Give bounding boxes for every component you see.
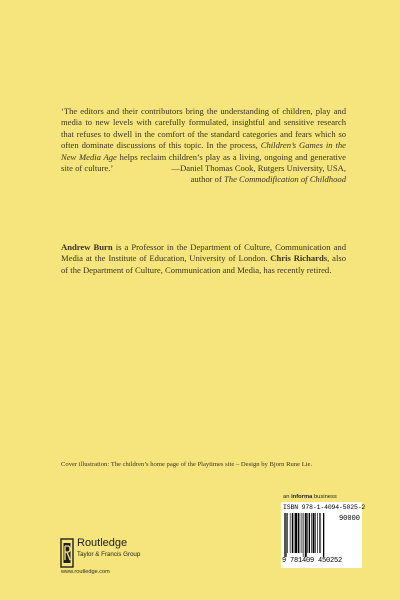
informa-suffix: business	[312, 494, 337, 500]
informa-business-label	[283, 494, 337, 500]
isbn-number: ISBN 978-1-4094-5025-2	[283, 504, 366, 511]
attribution-prefix: author of	[190, 174, 224, 185]
editor-bio	[61, 242, 346, 276]
informa-name: informa	[291, 494, 313, 500]
attribution-author: —Daniel Thomas Cook, Rutgers University, USA,	[171, 163, 346, 173]
ean-digits: 9 781409 450252	[282, 557, 343, 565]
editor-bio-text-2: , also of the Department of Culture, Communication and Media, has recently retired.	[61, 253, 347, 275]
quote-book-title: Children’s Games in the New Media Age	[61, 140, 346, 162]
publisher-name: Routledge	[77, 537, 128, 549]
publisher-website: www.routledge.com	[61, 569, 110, 575]
quote-text-part1: ‘The editors and their contributors bring the understanding of children, play and media to new levels with carefully formulated, insightful and sensitive research that refuses to dwell in the comfort of the standard categories and fears which so often dominate discussions of this topic. In the process,	[61, 106, 346, 151]
isbn-barcode	[281, 502, 366, 568]
editor-name-2: Chris Richards	[270, 253, 328, 264]
attribution-book-title: The Commodification of Childhood	[224, 174, 346, 185]
quote-attribution	[86, 163, 346, 186]
quote-text-part2: helps reclaim children’s play as a living, ongoing and generative site of culture.’	[61, 151, 346, 174]
informa-prefix: an	[283, 494, 292, 500]
editor-name-1: Andrew Burn	[61, 242, 113, 252]
cover-illustration-credit: Cover illustration: The children’s home page of the Playtimes site – Design by Bjorn Rune Lie.	[61, 461, 313, 468]
barcode-bars	[284, 513, 338, 557]
publisher-group: Taylor & Francis Group	[77, 551, 141, 558]
price-code: 90000	[338, 515, 360, 523]
routledge-logo-icon	[60, 538, 74, 568]
attribution-book-line	[86, 174, 346, 185]
editor-bio-text-1: is a Professor in the Department of Culture, Communication and Media at the Institute of Education, University of London.	[61, 242, 346, 264]
